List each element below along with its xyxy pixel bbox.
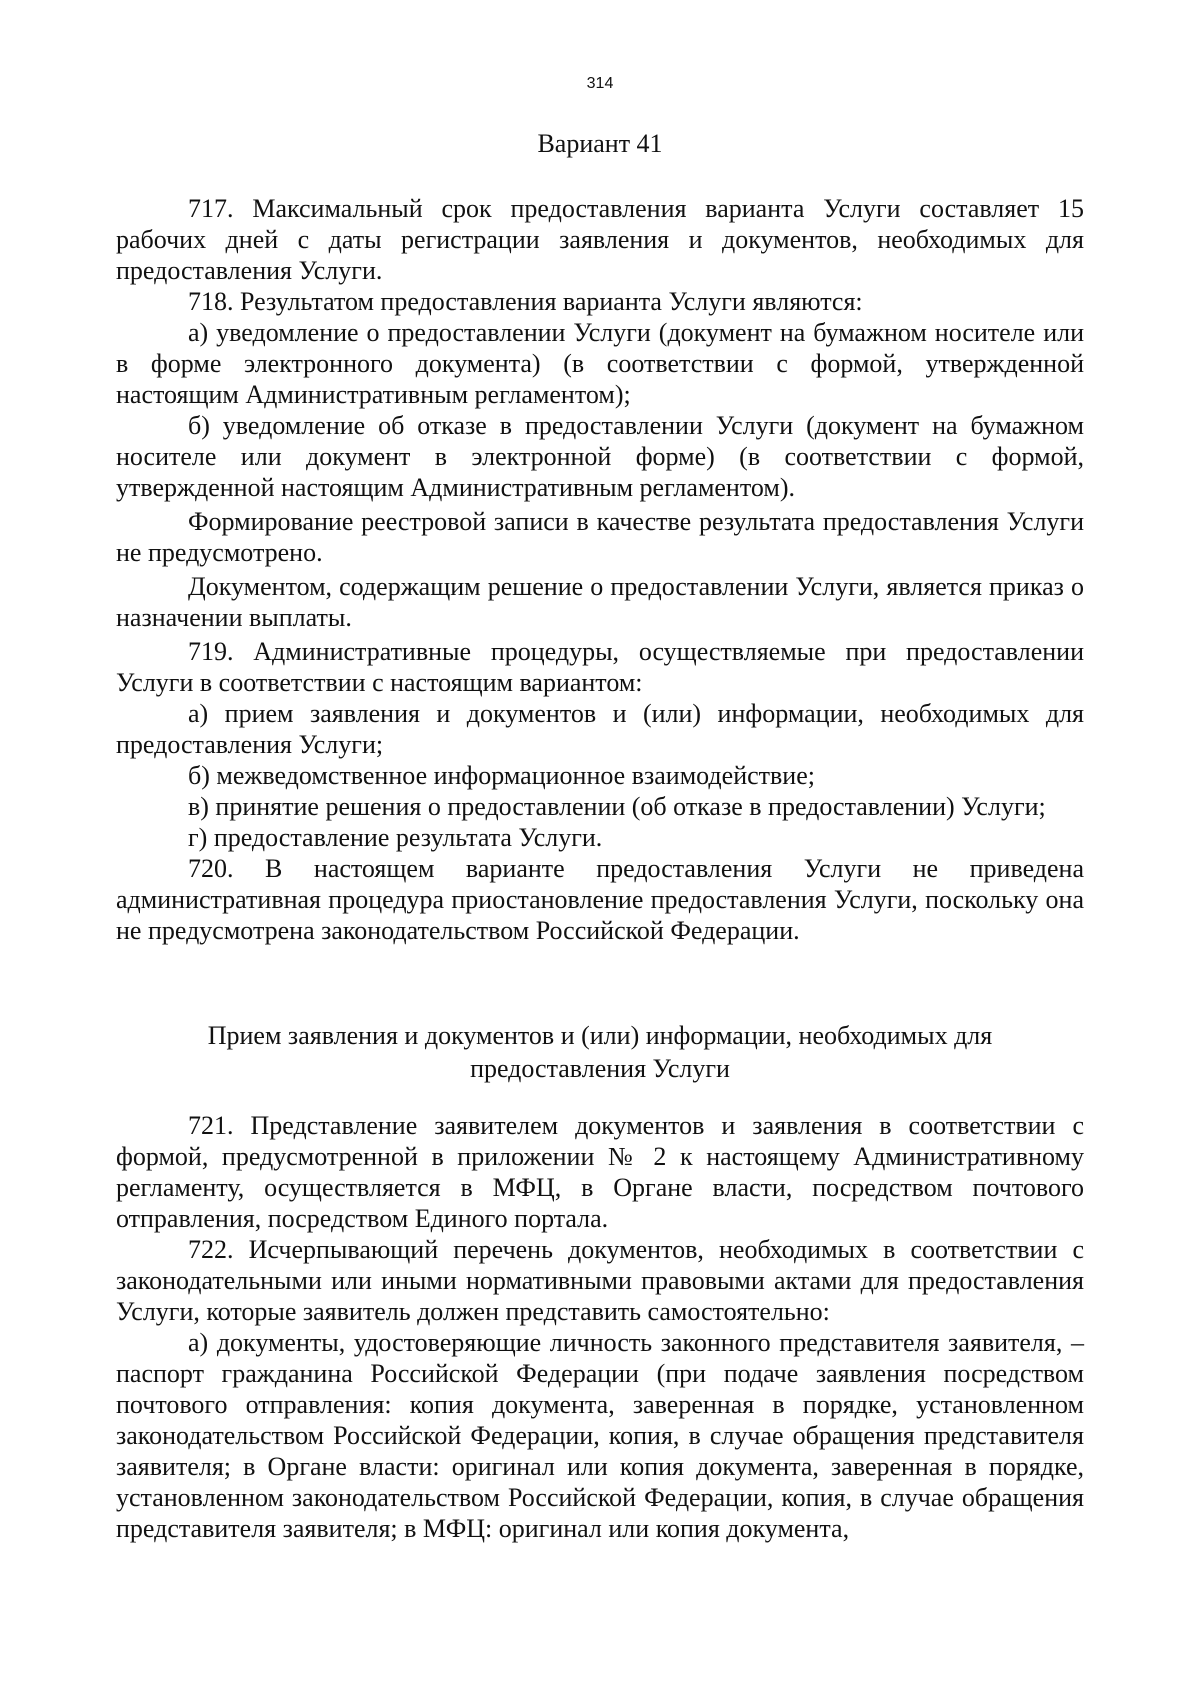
section-heading-line-1: Прием заявления и документов и (или) информации, необходимых для	[207, 1021, 993, 1050]
paragraph-decision-doc: Документом, содержащим решение о предоставлении Услуги, является приказ о назначении выплаты.	[116, 572, 1084, 632]
paragraph-721: 721. Представление заявителем документов и заявления в соответствии с формой, предусмотренной в приложении № 2 к настоящему Административному регламенту, осуществляется в МФЦ, в Органе власти, посредством почтового отправления, посредством Единого портала.	[116, 1111, 1084, 1233]
paragraph-registry-note: Формирование реестровой записи в качестве результата предоставления Услуги не предусмотрено.	[116, 507, 1084, 567]
text-block-main	[116, 193, 1084, 946]
paragraph-722-a: а) документы, удостоверяющие личность законного представителя заявителя, – паспорт гражданина Российской Федерации (при подаче заявления посредством почтового отправления: копия документа, заверенная в порядке, установленном законодательством Российской Федерации, копия, в случае обращения представителя заявителя; в Органе власти: оригинал или копия документа, заверенная в порядке, установленном законодательством Российской Федерации, копия, в случае обращения представителя заявителя; в МФЦ: оригинал или копия документа,	[116, 1328, 1084, 1543]
paragraph-718-a: а) уведомление о предоставлении Услуги (документ на бумажном носителе или в форме электронного документа) (в соответствии с формой, утвержденной настоящим Административным регламентом);	[116, 318, 1084, 409]
paragraph-719-a: а) прием заявления и документов и (или) информации, необходимых для предоставления Услуги;	[116, 699, 1084, 759]
paragraph-719-g: г) предоставление результата Услуги.	[188, 823, 603, 852]
paragraph-719: 719. Административные процедуры, осуществляемые при предоставлении Услуги в соответствии с настоящим вариантом:	[116, 637, 1084, 697]
section-heading-line-2: предоставления Услуги	[470, 1054, 730, 1083]
text-block-section	[116, 1110, 1084, 1544]
variant-title: Вариант 41	[537, 129, 663, 158]
paragraph-719-v: в) принятие решения о предоставлении (об отказе в предоставлении) Услуги;	[188, 792, 1046, 821]
paragraph-719-b: б) межведомственное информационное взаимодействие;	[188, 761, 815, 790]
section-heading	[116, 1019, 1084, 1085]
paragraph-718: 718. Результатом предоставления варианта Услуги являются:	[188, 287, 863, 316]
page-number: 314	[586, 75, 614, 92]
paragraph-717: 717. Максимальный срок предоставления варианта Услуги составляет 15 рабочих дней с даты регистрации заявления и документов, необходимых для предоставления Услуги.	[116, 194, 1084, 285]
paragraph-718-b: б) уведомление об отказе в предоставлении Услуги (документ на бумажном носителе или документ в электронной форме) (в соответствии с формой, утвержденной настоящим Административным регламентом).	[116, 411, 1084, 502]
paragraph-722: 722. Исчерпывающий перечень документов, необходимых в соответствии с законодательными или иными нормативными правовыми актами для предоставления Услуги, которые заявитель должен представить самостоятельно:	[116, 1235, 1084, 1326]
paragraph-720: 720. В настоящем варианте предоставления Услуги не приведена административная процедура приостановление предоставления Услуги, поскольку она не предусмотрена законодательством Российской Федерации.	[116, 854, 1084, 945]
